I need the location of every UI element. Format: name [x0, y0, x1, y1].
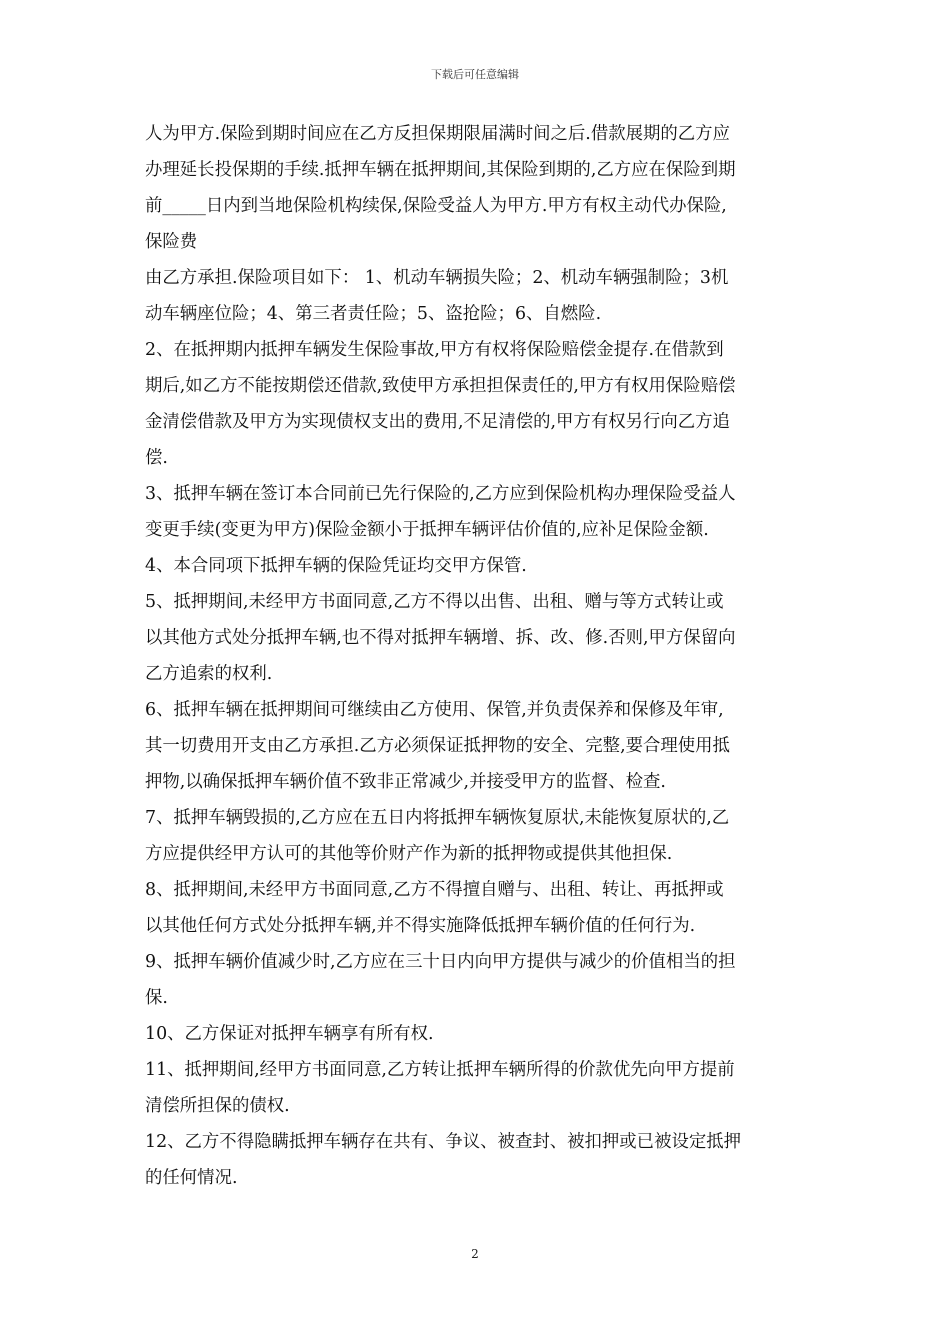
- text-line: 金清偿借款及甲方为实现债权支出的费用,不足清偿的,甲方有权另行向乙方追: [145, 412, 730, 432]
- text-line: 2、在抵押期内抵押车辆发生保险事故,甲方有权将保险赔偿金提存.在借款到: [145, 340, 724, 360]
- text-line: 偿.: [145, 448, 168, 468]
- text-line: 以其他任何方式处分抵押车辆,并不得实施降低抵押车辆价值的任何行为.: [145, 916, 696, 936]
- text-line: 5、抵押期间,未经甲方书面同意,乙方不得以出售、出租、赠与等方式转让或: [145, 592, 724, 612]
- text-line: 方应提供经甲方认可的其他等价财产作为新的抵押物或提供其他担保.: [145, 844, 673, 864]
- text-line: 押物,以确保抵押车辆价值不致非正常减少,并接受甲方的监督、检查.: [145, 772, 666, 792]
- text-line: 4、本合同项下抵押车辆的保险凭证均交甲方保管.: [145, 556, 527, 576]
- text-line: 9、抵押车辆价值减少时,乙方应在三十日内向甲方提供与减少的价值相当的担: [145, 952, 736, 972]
- text-line: 乙方追索的权利.: [145, 664, 273, 684]
- text-line: 3、抵押车辆在签订本合同前已先行保险的,乙方应到保险机构办理保险受益人: [145, 484, 736, 504]
- text-line: 11、抵押期间,经甲方书面同意,乙方转让抵押车辆所得的价款优先向甲方提前: [145, 1060, 735, 1080]
- text-line: 动车辆座位险；4、第三者责任险；5、盗抢险；6、自燃险.: [145, 304, 602, 324]
- text-line: 7、抵押车辆毁损的,乙方应在五日内将抵押车辆恢复原状,未能恢复原状的,乙: [145, 808, 730, 828]
- text-line: 前_____日内到当地保险机构续保,保险受益人为甲方.甲方有权主动代办保险,: [145, 196, 727, 216]
- text-line: 人为甲方.保险到期时间应在乙方反担保期限届满时间之后.借款展期的乙方应: [145, 124, 730, 144]
- text-line: 保险费: [145, 232, 198, 252]
- page-header: 下载后可任意编辑: [431, 68, 519, 81]
- text-line: 12、乙方不得隐瞒抵押车辆存在共有、争议、被查封、被扣押或已被设定抵押: [145, 1132, 742, 1152]
- text-line: 8、抵押期间,未经甲方书面同意,乙方不得擅自赠与、出租、转让、再抵押或: [145, 880, 724, 900]
- text-line: 保.: [145, 988, 168, 1008]
- text-line: 以其他方式处分抵押车辆,也不得对抵押车辆增、拆、改、修.否则,甲方保留向: [145, 628, 736, 648]
- text-line: 期后,如乙方不能按期偿还借款,致使甲方承担担保责任的,甲方有权用保险赔偿: [145, 376, 736, 396]
- text-line: 办理延长投保期的手续.抵押车辆在抵押期间,其保险到期的,乙方应在保险到期: [145, 160, 736, 180]
- text-line: 10、乙方保证对抵押车辆享有所有权.: [145, 1024, 434, 1044]
- document-body: [145, 116, 810, 1196]
- text-line: 6、抵押车辆在抵押期间可继续由乙方使用、保管,并负责保养和保修及年审,: [145, 700, 724, 720]
- text-line: 清偿所担保的债权.: [145, 1096, 290, 1116]
- text-line: 的任何情况.: [145, 1168, 238, 1188]
- page-number: 2: [471, 1247, 479, 1261]
- text-line: 由乙方承担.保险项目如下： 1、机动车辆损失险；2、机动车辆强制险；3机: [145, 268, 729, 288]
- text-line: 其一切费用开支由乙方承担.乙方必须保证抵押物的安全、完整,要合理使用抵: [145, 736, 730, 756]
- text-line: 变更手续(变更为甲方)保险金额小于抵押车辆评估价值的,应补足保险金额.: [145, 520, 709, 540]
